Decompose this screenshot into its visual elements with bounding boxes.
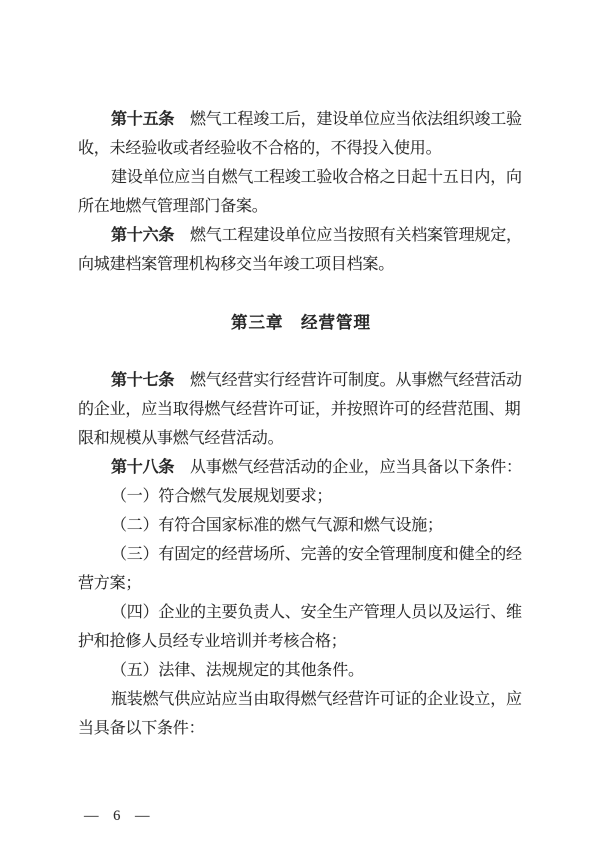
text-line: 的企业，应当取得燃气经营许可证，并按照许可的经营范围、期 bbox=[78, 401, 521, 418]
text-line: （五）法律、法规规定的其他条件。 bbox=[111, 662, 364, 679]
text-line: 第十八条 从事燃气经营活动的企业，应当具备以下条件： bbox=[111, 459, 522, 476]
text-line: 当具备以下条件： bbox=[78, 720, 205, 737]
article-number: 第十八条 bbox=[111, 459, 175, 476]
text-line: （三）有固定的经营场所、完善的安全管理制度和健全的经 bbox=[111, 546, 522, 563]
text-line: （四）企业的主要负责人、安全生产管理人员以及运行、维 bbox=[111, 604, 522, 621]
text-line: 收，未经验收或者经验收不合格的，不得投入使用。 bbox=[78, 140, 442, 157]
text-line: 限和规模从事燃气经营活动。 bbox=[78, 430, 284, 447]
text-line: 所在地燃气管理部门备案。 bbox=[78, 198, 268, 215]
text-line: 第十六条 燃气工程建设单位应当按照有关档案管理规定， bbox=[111, 227, 522, 244]
text-line: 营方案； bbox=[78, 575, 142, 592]
text-line: 第十五条 燃气工程竣工后，建设单位应当依法组织竣工验 bbox=[111, 111, 522, 128]
text-line: 护和抢修人员经专业培训并考核合格； bbox=[78, 633, 347, 650]
text-line: 第十七条 燃气经营实行经营许可制度。从事燃气经营活动 bbox=[111, 372, 522, 389]
text-line: 瓶装燃气供应站应当由取得燃气经营许可证的企业设立，应 bbox=[111, 691, 522, 708]
article-number: 第十六条 bbox=[111, 227, 175, 244]
text-line: 向城建档案管理机构移交当年竣工项目档案。 bbox=[78, 256, 395, 273]
text-line: （二）有符合国家标准的燃气气源和燃气设施； bbox=[111, 517, 443, 534]
document-body bbox=[78, 105, 524, 743]
chapter-heading: 第三章 经营管理 bbox=[231, 313, 371, 332]
article-number: 第十七条 bbox=[111, 372, 175, 389]
page-number: — 6 — bbox=[84, 808, 150, 824]
text-line: 建设单位应当自燃气工程竣工验收合格之日起十五日内，向 bbox=[111, 169, 522, 186]
article-number: 第十五条 bbox=[111, 111, 175, 128]
text-line: （一）符合燃气发展规划要求； bbox=[111, 488, 333, 505]
